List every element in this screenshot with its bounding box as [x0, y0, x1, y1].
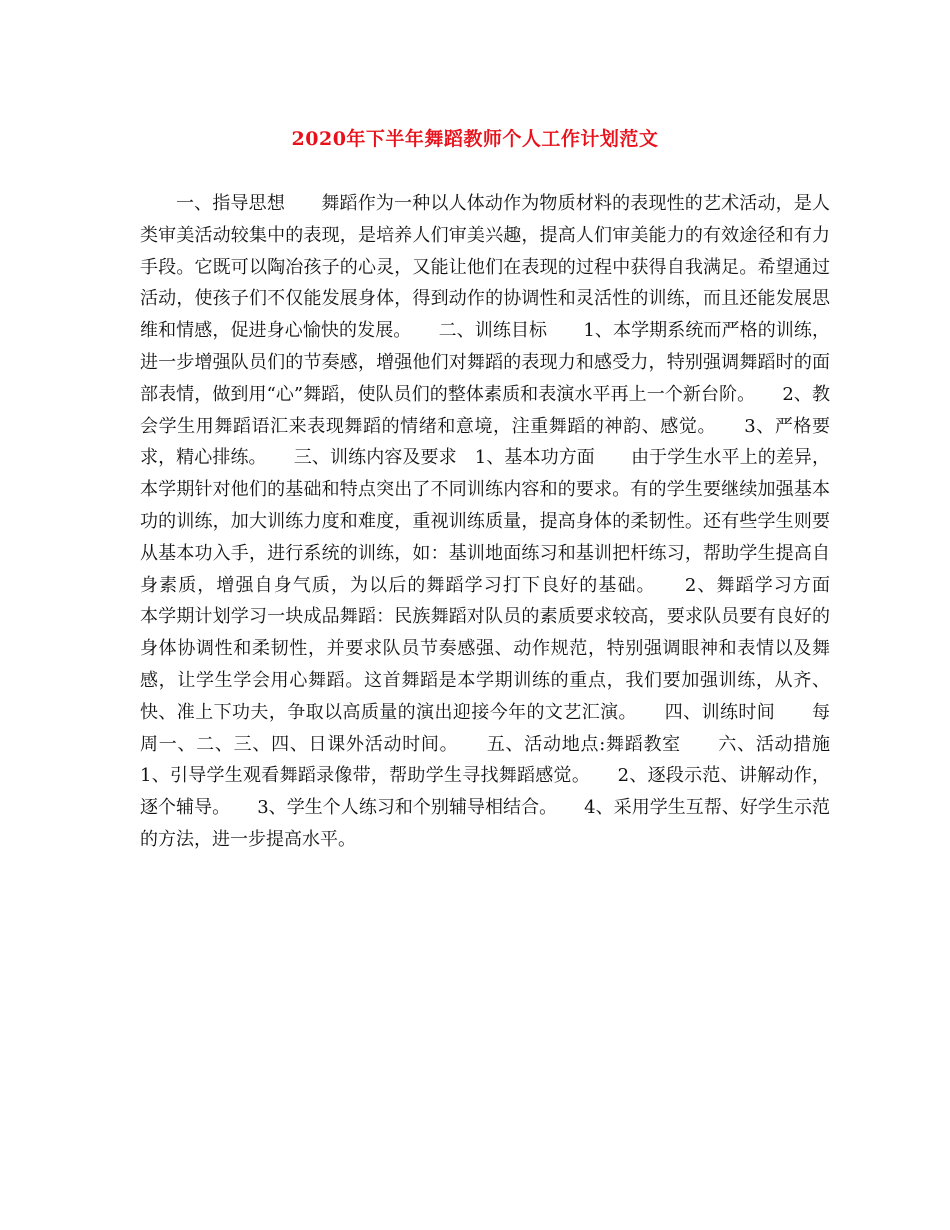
body-paragraph: 一、指导思想 舞蹈作为一种以人体动作为物质材料的表现性的艺术活动，是人类审美活动较集中的表现，是培养人们审美兴趣，提高人们审美能力的有效途径和有力手段。它既可以陶冶孩子的心灵，又能让他们在表现的过程中获得自我满足。希望通过活动，使孩子们不仅能发展身体，得到动作的协调性和灵活性的训练，而且还能发展思维和情感，促进身心愉快的发展。 二、训练目标 1、本学期系统而严格的训练，进一步增强队员们的节奏感，增强他们对舞蹈的表现力和感受力，特别强调舞蹈时的面部表情，做到用“心”舞蹈，使队员们的整体素质和表演水平再上一个新台阶。 2、教会学生用舞蹈语汇来表现舞蹈的情绪和意境，注重舞蹈的神韵、感觉。 3、严格要求，精心排练。 三、训练内容及要求 1、基本功方面 由于学生水平上的差异，本学期针对他们的基础和特点突出了不同训练内容和的要求。有的学生要继续加强基本功的训练，加大训练力度和难度，重视训练质量，提高身体的柔韧性。还有些学生则要从基本功入手，进行系统的训练，如：基训地面练习和基训把杆练习，帮助学生提高自身素质，增强自身气质，为以后的舞蹈学习打下良好的基础。 2、舞蹈学习方面 本学期计划学习一块成品舞蹈：民族舞蹈对队员的素质要求较高，要求队员要有良好的身体协调性和柔韧性，并要求队员节奏感强、动作规范，特别强调眼神和表情以及舞感，让学生学会用心舞蹈。这首舞蹈是本学期训练的重点，我们要加强训练，从齐、快、准上下功夫，争取以高质量的演出迎接今年的文艺汇演。 四、训练时间 每周一、二、三、四、日课外活动时间。 五、活动地点:舞蹈教室 六、活动措施 1、引导学生观看舞蹈录像带，帮助学生寻找舞蹈感觉。 2、逐段示范、讲解动作，逐个辅导。 3、学生个人练习和个别辅导相结合。 4、采用学生互帮、好学生示范的方法，进一步提高水平。 — [140, 193, 866, 850]
page-title: 2020年下半年舞蹈教师个人工作计划范文 — [291, 128, 659, 150]
